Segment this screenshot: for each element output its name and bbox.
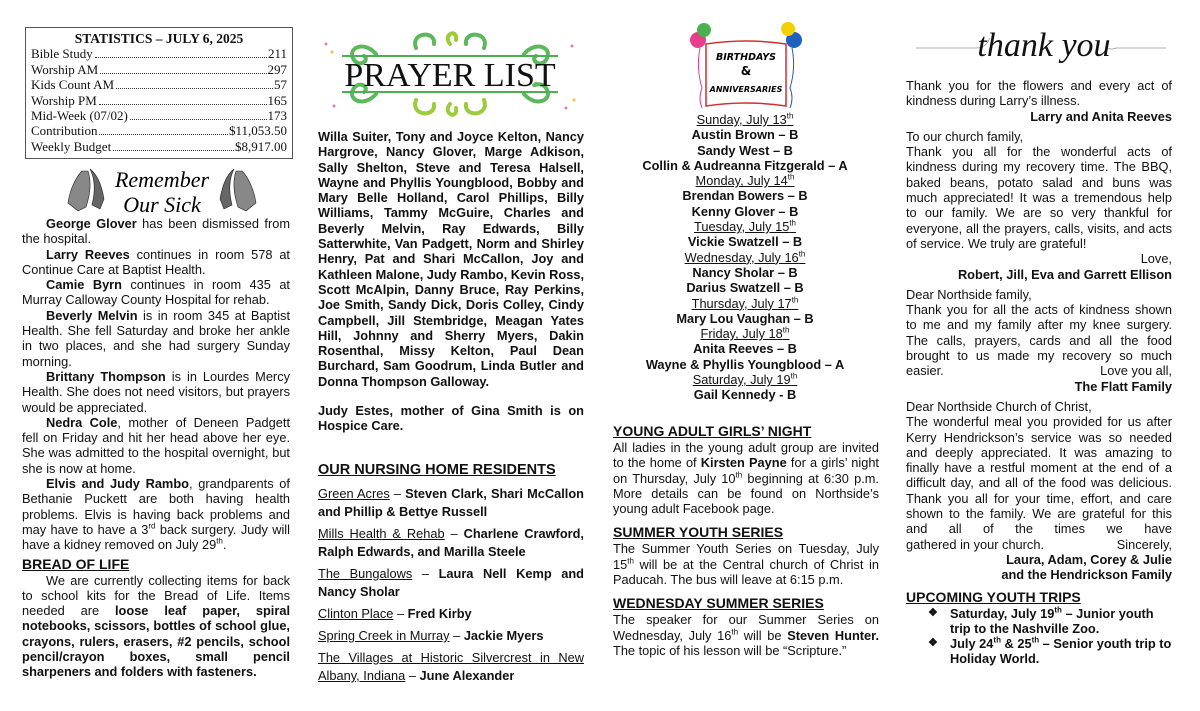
- birthday-name: Collin & Audreanna Fitzgerald – A: [642, 157, 848, 173]
- sick-entry: [22, 277, 290, 308]
- stat-label: Mid-Week (07/02): [31, 108, 128, 124]
- text-run: will be: [738, 627, 788, 643]
- sick-entry: [22, 369, 290, 415]
- birthday-date: [611, 219, 879, 234]
- birthday-list: [611, 112, 879, 403]
- stat-label: Contribution: [31, 123, 98, 139]
- text-run: George Glover: [46, 216, 137, 231]
- stat-row: [31, 93, 287, 108]
- event-body: [613, 440, 879, 516]
- text-run: June Alexander: [419, 668, 515, 683]
- stat-value: 57: [274, 77, 287, 93]
- text-run: th: [627, 556, 634, 566]
- youth-trips-list: [906, 606, 1172, 667]
- birthdays-anniversaries-banner: [686, 22, 806, 112]
- stat-row: [31, 77, 287, 92]
- dot-leader: [116, 88, 273, 89]
- stat-value: 165: [267, 92, 287, 108]
- text-run: – Junior youth trip to the Nashville Zoo.: [950, 605, 1154, 636]
- youth-trips-heading: UPCOMING YOUTH TRIPS: [906, 588, 1081, 605]
- thank-you-note: [906, 399, 1172, 583]
- nursing-home-entry: [318, 649, 584, 685]
- text-run: The Villages at Historic Silvercrest in New Albany, Indiana: [318, 650, 584, 683]
- event-body: [613, 541, 879, 587]
- note-signature: Robert, Jill, Eva and Garrett Ellison: [957, 266, 1172, 282]
- stat-label: Kids Count AM: [31, 77, 115, 93]
- text-run: is in room 345 at Baptist Health. She fell Saturday and broke her ankle in two places, and she had surgery Sunday morning.: [22, 307, 290, 369]
- text-run: Jackie Myers: [463, 628, 544, 643]
- note-signature: Laura, Adam, Corey & Julie: [1006, 551, 1172, 567]
- birthday-name: Brendan Bowers – B: [682, 188, 808, 204]
- birthday-name: Darius Swatzell – B: [686, 280, 804, 296]
- text-run: will be at the Central church of Christ in Paducah. The bus will leave at 6:15 p.m.: [613, 556, 879, 588]
- birthday-date: [611, 112, 879, 127]
- text-run: Kirsten Payne: [700, 455, 787, 471]
- date-suffix: th: [786, 111, 794, 121]
- text-run: beginning at 6:30 p.m. More details can be found on Northside’s young adult Facebook page.: [613, 470, 879, 517]
- text-run: .: [222, 537, 227, 553]
- youth-trip-item: [928, 605, 1172, 637]
- stat-label: Weekly Budget: [31, 138, 112, 154]
- text-run: Clinton Place: [318, 606, 394, 621]
- date-suffix: th: [787, 172, 795, 182]
- text-run: th: [1054, 605, 1062, 615]
- text-run: The Summer Youth Series on Tuesday, July 15: [613, 541, 879, 572]
- text-run: Steven Clark, Shari McCallon and Phillip & Bettye Russell: [318, 486, 584, 519]
- date-text: Saturday, July 19: [692, 372, 791, 388]
- text-run: Steven Hunter.: [787, 627, 880, 643]
- stat-row: [31, 46, 287, 61]
- date-text: Sunday, July 13: [696, 112, 787, 127]
- note-body: [906, 414, 1172, 552]
- remember-our-sick-graphic: [62, 163, 262, 217]
- note-signature: Larry and Anita Reeves: [1030, 108, 1172, 124]
- sick-entry: [22, 216, 290, 247]
- date-text: Tuesday, July 15: [694, 219, 790, 235]
- stat-row: [31, 139, 287, 154]
- event-heading: YOUNG ADULT GIRLS’ NIGHT: [613, 423, 812, 439]
- note-body: [906, 302, 1172, 378]
- text-run: Saturday, July 19: [950, 605, 1055, 621]
- event-heading: WEDNESDAY SUMMER SERIES: [613, 595, 824, 612]
- thank-you-banner: [906, 24, 1172, 76]
- text-run: th: [735, 470, 743, 480]
- birthday-name: Anita Reeves – B: [693, 341, 797, 357]
- sick-entry: [22, 415, 290, 476]
- praying-hands-icon: [220, 169, 256, 211]
- thank-you-title: thank you: [977, 27, 1111, 64]
- birthday-name: Sandy West – B: [697, 142, 793, 158]
- banner-anniversaries-text: ANNIVERSARIES: [709, 85, 783, 94]
- dot-leader: [100, 73, 266, 74]
- birthday-name: Vickie Swatzell – B: [687, 234, 803, 250]
- stat-label: Worship PM: [31, 92, 97, 108]
- text-run: Larry Reeves: [46, 246, 130, 262]
- birthday-name: Nancy Sholar – B: [692, 264, 798, 280]
- dot-leader: [130, 119, 267, 120]
- birthday-name: Wayne & Phyllis Youngblood – A: [645, 356, 845, 372]
- youth-trip-item: [928, 635, 1172, 667]
- prayer-list: [318, 129, 584, 434]
- thank-you-note: [906, 78, 1172, 124]
- sick-entry: [22, 476, 290, 552]
- stat-value: 297: [267, 61, 287, 77]
- birthday-date: [611, 250, 879, 265]
- date-label: [685, 250, 806, 265]
- birthday-date: [611, 372, 879, 387]
- date-text: Wednesday, July 16: [684, 249, 799, 265]
- nursing-home-entry: [318, 627, 584, 645]
- note-signature: and the Hendrickson Family: [1001, 567, 1172, 583]
- dot-leader: [99, 134, 228, 135]
- bread-of-life-heading: BREAD OF LIFE: [22, 555, 130, 572]
- sick-list: [22, 216, 290, 680]
- text-run: Fred Kirby: [407, 606, 472, 621]
- text-run: [1044, 537, 1117, 552]
- text-run: –: [449, 628, 464, 643]
- nursing-home-entry: [318, 605, 584, 623]
- nursing-home-entry: [318, 485, 584, 521]
- text-run: th: [1031, 635, 1040, 645]
- text-run: – Senior youth trip to Holiday World.: [950, 636, 1172, 667]
- text-run: back surgery. Judy will have a kidney removed on July 29: [22, 521, 290, 553]
- text-run: Spring Creek in Murray: [318, 628, 450, 643]
- event-heading: SUMMER YOUTH SERIES: [613, 524, 784, 541]
- date-suffix: th: [791, 295, 799, 305]
- dot-leader: [113, 150, 234, 151]
- sick-entry: [22, 308, 290, 369]
- events-section: [613, 423, 879, 666]
- prayer-note: [318, 403, 584, 434]
- stat-row: [31, 108, 287, 123]
- birthday-date: [611, 296, 879, 311]
- text-run: The wonderful meal you provided for us after Kerry Hendrickson’s service was so needed and deeply appreciated. It was amazing to finally have a restful moment at the end of a difficult day, and all of the food was delicious. Thank you all for your time, effort, and care shown to the family. We are grateful for this and all of the times we have: [906, 414, 1172, 537]
- youth-trips-section: [906, 589, 1172, 667]
- birthday-name: Gail Kennedy - B: [693, 387, 797, 403]
- stat-value: 173: [267, 108, 287, 124]
- text-run: Love you all,: [1100, 363, 1172, 379]
- text-run: –: [393, 606, 408, 621]
- text-run: is in Lourdes Mercy Health. She does not need visitors, but prayers would be appreciated.: [22, 368, 290, 415]
- banner-birthdays-text: BIRTHDAYS: [716, 52, 776, 63]
- text-run: th: [731, 627, 739, 637]
- text-run: Beverly Melvin: [46, 307, 138, 323]
- date-text: Friday, July 18: [700, 326, 783, 342]
- text-run: Camie Byrn: [46, 277, 122, 293]
- nursing-home-section: [318, 462, 584, 689]
- text-run: –: [389, 486, 406, 501]
- remember-text: Remember: [114, 167, 210, 192]
- thank-you-notes: [906, 78, 1172, 667]
- prayer-names: [318, 129, 584, 389]
- diamond-bullet-icon: ❖: [928, 606, 938, 619]
- sick-entry: [22, 247, 290, 278]
- text-run: Judy Estes: [318, 403, 390, 419]
- text-run: –: [412, 566, 439, 581]
- stat-row: [31, 123, 287, 138]
- text-run: th: [993, 635, 1001, 645]
- date-label: [697, 112, 794, 127]
- praying-hands-icon: [68, 169, 104, 211]
- text-run: th: [216, 536, 223, 546]
- date-suffix: th: [790, 371, 798, 381]
- stat-row: [31, 62, 287, 77]
- thank-you-note: [906, 129, 1172, 282]
- dot-leader: [95, 57, 267, 58]
- note-body: [906, 144, 1172, 251]
- text-run: for a girls’ night on Thursday, July 10: [613, 455, 879, 486]
- text-run: Thank you for all the acts of kindness shown to me and my family after my knee surgery. The calls, prayers, cards and all the food brought to us made my recovery so much easier.: [906, 302, 1172, 379]
- stat-label: Bible Study: [31, 46, 93, 62]
- prayer-list-banner: [316, 24, 584, 122]
- date-suffix: th: [798, 249, 806, 259]
- statistics-title: STATISTICS – JULY 6, 2025: [74, 31, 244, 46]
- text-run: Green Acres: [318, 486, 390, 501]
- text-run: , grandparents of Bethanie Puckett are both having health problems. Elvis is having back problems and may have to have a 3: [22, 476, 290, 537]
- stat-label: Worship AM: [31, 61, 99, 77]
- birthday-name: Austin Brown – B: [691, 127, 799, 143]
- date-text: Monday, July 14: [695, 173, 788, 189]
- bread-of-life-body: [22, 573, 290, 680]
- text-run: loose leaf paper, spiral notebooks, scissors, bottles of school glue, crayons, rulers, erasers, #2 pencils, school pencil/crayon boxes, small pencil sharpeners and folders with fasteners.: [22, 603, 291, 680]
- banner-ampersand-text: &: [740, 64, 752, 78]
- dot-leader: [99, 104, 267, 105]
- text-run: Willa Suiter, Tony and Joyce Kelton, Nancy Hargrove, Nancy Glover, Marge Adkison, Sally Shelton, Steve and Teresa Halsell, Wayne and Phyllis Youngblood, Bobby and Mary Belle Holland, Carol Phillips, Billy Williams, Tammy McGuire, Charles and Beverly Melvin, Ray Edwards, Billy Satterwhite, Van Padgett, Norm and Shirley Henry, Pat and Shari McCallon, Joy and Kathleen Malone, Judy Rambo, Kevin Ross, Scott McAlpin, Danny Bruce, Ray Perkins, Joe Smith, Sandy Dick, Doris Colley, Cindy Campbell, Jill Stembridge, Meagan Yates Hill, Johnny and Sherry Myers, Dakin Rosenthal, Missy Kelton, Paul Dean Burchard, Sam Goodrum, Linda Butler and Donna Thompson Galloway.: [318, 129, 584, 389]
- text-run: rd: [148, 521, 156, 531]
- text-run: continues in room 578 at Continue Care at Baptist Health.: [22, 246, 290, 277]
- stat-value: $8,917.00: [235, 138, 287, 154]
- date-label: [701, 326, 790, 341]
- text-run: The Bungalows: [318, 566, 413, 581]
- nursing-home-heading: OUR NURSING HOME RESIDENTS: [318, 462, 556, 478]
- event-body: [613, 612, 879, 658]
- text-run: Charlene Crawford, Ralph Edwards, and Marilla Steele: [318, 526, 584, 559]
- stat-value: $11,053.50: [228, 123, 287, 139]
- stat-value: 211: [267, 46, 287, 62]
- nursing-home-entry: [318, 525, 584, 561]
- date-text: Thursday, July 17: [691, 295, 792, 311]
- our-sick-text: Our Sick: [123, 192, 201, 217]
- text-run: , mother of Gina Smith is on Hospice Care.: [318, 403, 584, 434]
- diamond-bullet-icon: ❖: [928, 637, 938, 650]
- note-body: [906, 78, 1172, 109]
- date-label: [692, 296, 799, 311]
- note-greeting: Dear Northside family,: [906, 286, 1032, 302]
- note-greeting: To our church family,: [906, 128, 1024, 144]
- statistics-box: [25, 27, 293, 159]
- text-run: gathered in your church.: [906, 536, 1045, 552]
- date-label: [694, 219, 796, 234]
- text-run: The speaker for our Summer Series on Wednesday, July 16: [613, 612, 879, 643]
- prayer-list-title: PRAYER LIST: [344, 57, 556, 94]
- thank-you-note: [906, 287, 1172, 394]
- birthday-name: Mary Lou Vaughan – B: [676, 310, 814, 326]
- note-greeting: Dear Northside Church of Christ,: [906, 398, 1092, 414]
- text-run: has been dismissed from the hospital.: [22, 216, 290, 247]
- text-run: Laura Nell Kemp and Nancy Sholar: [318, 566, 584, 599]
- text-run: All ladies in the young adult group are invited to the home of: [613, 440, 879, 471]
- birthday-name: Kenny Glover – B: [691, 203, 799, 219]
- birthday-date: [611, 326, 879, 341]
- text-run: Thank you all for the wonderful acts of kindness during my recovery time. The BBQ, baked beans, potato salad and buns was much appreciated! It was a tremendous help to our family. We are so very thankful for everyone, all the prayers, calls, visits, and acts of service. We truly are grateful!: [906, 144, 1172, 251]
- text-run: We are currently collecting items for back to school kits for the Bread of Life. Items needed are: [22, 572, 290, 619]
- birthday-date: [611, 173, 879, 188]
- note-closing: Love,: [1140, 251, 1172, 267]
- text-run: Elvis and Judy Rambo: [46, 476, 189, 492]
- text-run: Thank you for the flowers and every act of kindness during Larry’s illness.: [906, 78, 1172, 109]
- text-run: & 25: [1000, 636, 1032, 652]
- nursing-home-entry: [318, 565, 584, 601]
- date-label: [696, 173, 795, 188]
- text-run: Brittany Thompson: [46, 368, 166, 384]
- text-run: Sincerely,: [1116, 536, 1172, 552]
- date-suffix: th: [789, 218, 796, 228]
- text-run: The topic of his lesson will be “Scripture.”: [613, 642, 847, 658]
- text-run: Nedra Cole: [46, 414, 118, 430]
- text-run: –: [444, 526, 464, 541]
- date-label: [693, 372, 798, 387]
- text-run: –: [405, 668, 420, 683]
- text-run: , mother of Deneen Padgett fell on Friday and hit her head above her eye. She was admitted to the hospital overnight, but she is now at home.: [22, 414, 290, 476]
- date-suffix: th: [782, 325, 790, 335]
- text-run: Mills Health & Rehab: [318, 526, 445, 541]
- text-run: continues in room 435 at Murray Calloway County Hospital for rehab.: [22, 277, 290, 308]
- text-run: July 24: [950, 636, 994, 652]
- note-signature: The Flatt Family: [1074, 378, 1172, 394]
